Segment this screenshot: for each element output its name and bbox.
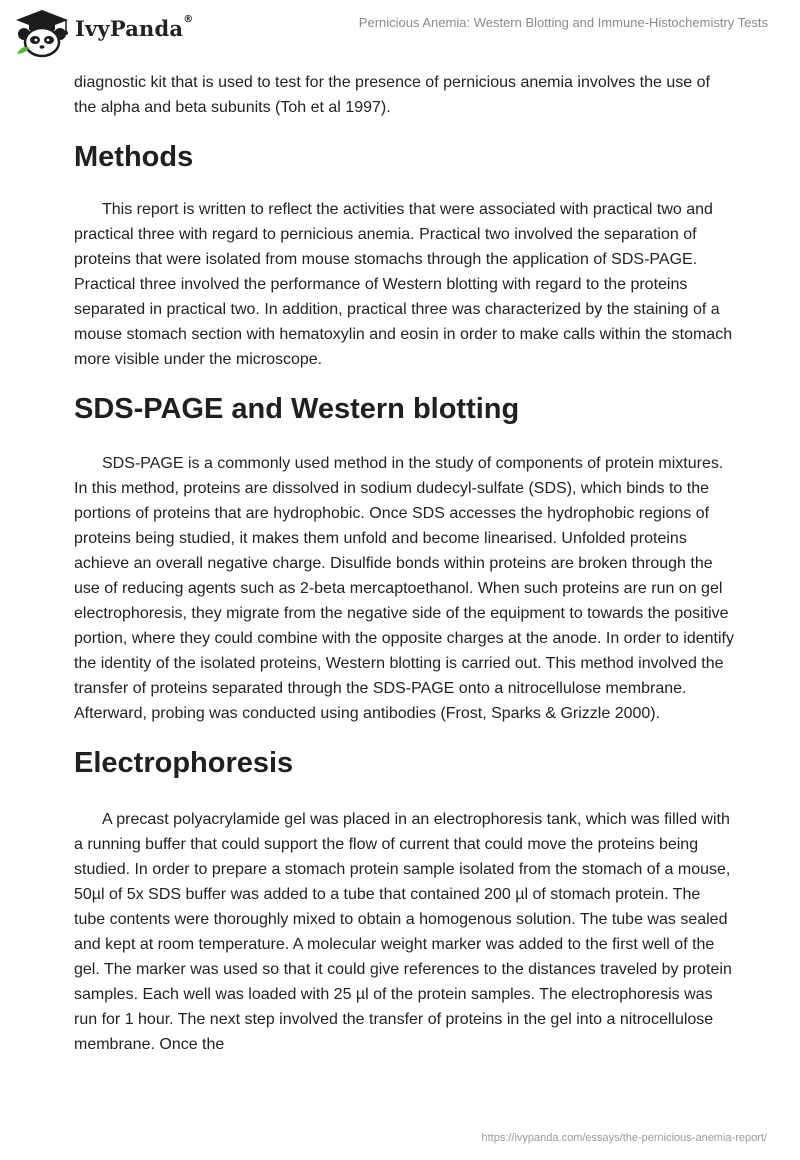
paragraph-methods: This report is written to reflect the activities that were associated with practical two and practical three with regard to pernicious anemia. Practical two involved the separation of proteins that were isolated from mouse stomachs through the application of SDS-PAGE. Practical three involved the performance of Western blotting with regard to the proteins separated in practical two. In addition, practical three was characterized by the staining of a mouse stomach section with hematoxylin and eosin in order to make calls within the stomach more visible under the microscope. [74,201,733,368]
article-content [74,68,734,1057]
heading-sds-page-western-blotting: SDS-PAGE and Western blotting [74,393,520,425]
panda-graduate-icon[interactable] [14,8,70,58]
paragraph-sds-page: SDS-PAGE is a commonly used method in the study of components of protein mixtures. In this method, proteins are dissolved in sodium dudecyl-sulfate (SDS), which binds to the portions of proteins that are hydrophobic. Once SDS accesses the hydrophobic regions of proteins being studied, it makes them unfold and become linearised. Unfolded proteins achieve an overall negative charge. Disulfide bonds within proteins are broken through the use of reducing agents such as 2-beta mercaptoethanol. When such proteins are run on gel electrophoresis, they migrate from the negative side of the equipment to towards the positive portion, where they could combine with the opposite charges at the anode. In order to identify the identity of the isolated proteins, Western blotting is carried out. This method involved the transfer of proteins separated through the SDS-PAGE onto a nitrocellulose membrane. Afterward, probing was conducted using antibodies (Frost, Sparks & Grizzle 2000). [74,455,734,722]
page-header [0,0,800,70]
registered-mark: ® [183,14,194,25]
intro-paragraph: diagnostic kit that is used to test for the presence of pernicious anemia involves the use of the alpha and beta subunits (Toh et al 1997). [74,74,710,116]
document-title: Pernicious Anemia: Western Blotting and Immune-Histochemistry Tests [358,15,768,30]
heading-methods: Methods [74,141,194,173]
paragraph-electrophoresis: A precast polyacrylamide gel was placed in an electrophoresis tank, which was filled with a running buffer that could support the flow of current that could move the proteins being studied. In order to prepare a stomach protein sample isolated from the stomach of a mouse, 50µl of 5x SDS buffer was added to a tube that contained 200 µl of stomach protein. The tube contents were thoroughly mixed to obtain a homogenous solution. The tube was sealed and kept at room temperature. A molecular weight marker was added to the first well of the gel. The marker was used so that it could give references to the distances traveled by protein samples. Each well was loaded with 25 µl of the protein samples. The electrophoresis was run for 1 hour. The next step involved the transfer of proteins in the gel into a nitrocellulose membrane. Once the [74,811,732,1053]
heading-electrophoresis: Electrophoresis [74,747,294,779]
footer-source-url[interactable]: https://ivypanda.com/essays/the-pernicious-anemia-report/ [481,1132,767,1144]
brand-text: IvyPanda [75,16,184,41]
brand-name[interactable] [75,16,193,41]
